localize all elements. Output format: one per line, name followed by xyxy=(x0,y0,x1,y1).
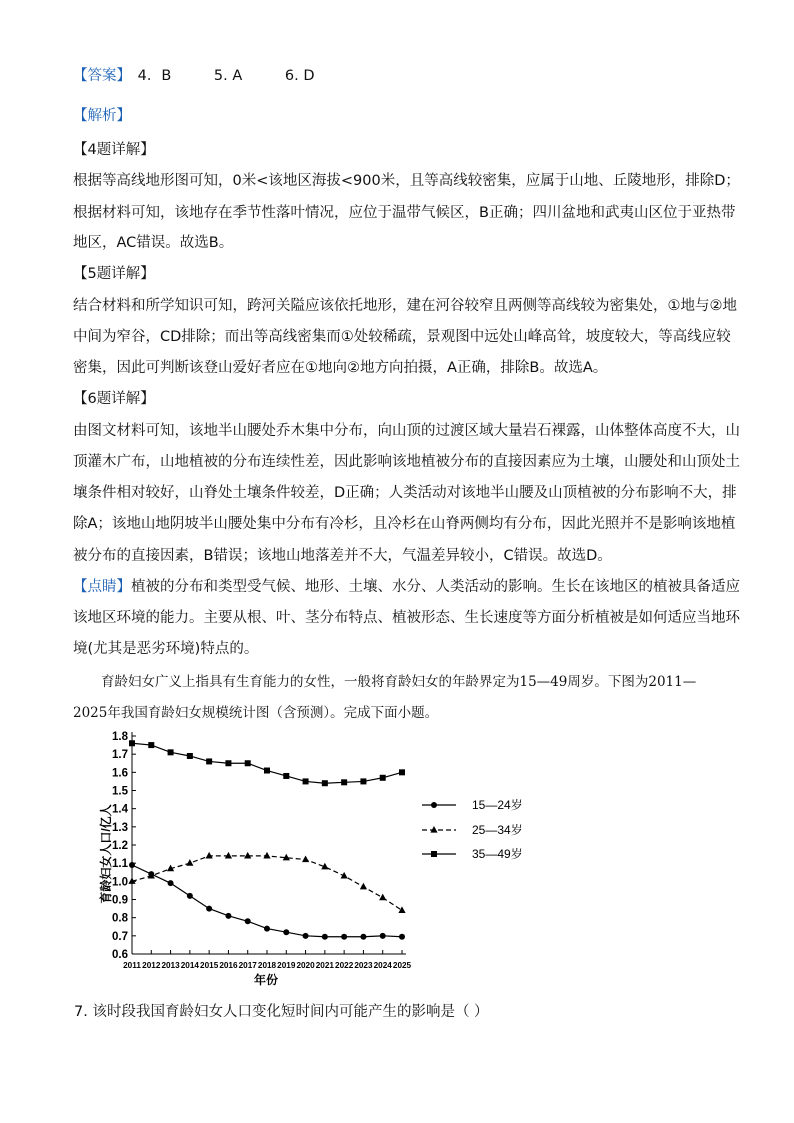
legend-marker-2 xyxy=(431,851,437,857)
data-point xyxy=(206,906,212,912)
q6-line-3: 壤条件相对较好，山脊处土壤条件较差，D正确；人类活动对该地半山腰及山顶植被的分布影响不大，排 xyxy=(73,485,737,501)
y-tick-label: 1.2 xyxy=(112,840,128,852)
data-point xyxy=(187,753,193,759)
y-tick-label: 1.0 xyxy=(112,876,128,889)
legend-label-0: 15—24岁 xyxy=(472,798,523,812)
data-point xyxy=(129,862,135,868)
tip-tag: 【点睛】 xyxy=(73,579,131,595)
y-tick-label: 0.9 xyxy=(112,894,128,907)
data-point xyxy=(303,933,309,939)
data-point xyxy=(225,760,231,766)
x-tick-label: 2023 xyxy=(354,961,373,970)
series-line-2 xyxy=(132,743,402,783)
intro-line-1: 育龄妇女广义上指具有生育能力的女性，一般将育龄妇女的年龄界定为15—49周岁。下图为2011— xyxy=(101,674,697,690)
x-tick-label: 2013 xyxy=(161,961,180,970)
data-point xyxy=(380,933,386,939)
x-axis-label: 年份 xyxy=(253,973,279,987)
x-tick-label: 2019 xyxy=(277,961,296,970)
chart-legend xyxy=(422,797,523,861)
answer-line xyxy=(73,66,315,86)
tip-line-3: 境(尤其是恶劣环境)特点的。 xyxy=(73,641,259,657)
y-tick-label: 1.6 xyxy=(112,767,128,780)
data-point xyxy=(322,934,328,940)
x-tick-label: 2025 xyxy=(392,961,412,970)
q6-line-5: 被分布的直接因素，B错误；该地山地落差并不大，气温差异较小，C错误。故选D。 xyxy=(73,548,612,564)
data-point xyxy=(168,880,174,886)
legend-marker-0 xyxy=(431,802,437,808)
data-point xyxy=(360,883,367,890)
data-point xyxy=(302,856,309,863)
legend-label-2: 35—49岁 xyxy=(472,847,523,861)
data-point xyxy=(341,934,347,940)
tip-first-text: 植被的分布和类型受气候、地形、土壤、水分、人类活动的影响。生长在该地区的植被具备适应 xyxy=(131,579,740,595)
question-7: 7. 该时段我国育龄妇女人口变化短时间内可能产生的影响是（ ） xyxy=(74,1004,489,1020)
data-point xyxy=(322,780,328,786)
q6-line-4: 除A；该地山地阴坡半山腰处集中分布有冷杉，且冷杉在山脊两侧均有分布，因此光照并不是影响该地植 xyxy=(73,516,736,532)
y-tick-label: 1.5 xyxy=(112,785,128,798)
y-tick-label: 0.7 xyxy=(112,930,128,943)
fertile-women-chart xyxy=(92,728,542,990)
y-tick-label: 0.8 xyxy=(112,912,128,925)
q4-line-2: 根据材料可知，该地存在季节性落叶情况，应位于温带气候区，B正确；四川盆地和武夷山区位于亚热带 xyxy=(73,205,736,221)
chart-axes xyxy=(112,731,412,970)
data-point xyxy=(263,852,270,859)
data-point xyxy=(168,749,174,755)
data-point xyxy=(186,859,193,866)
x-tick-label: 2024 xyxy=(373,961,392,970)
q5-title: 【5题详解】 xyxy=(73,266,155,282)
data-point xyxy=(264,768,270,774)
data-point xyxy=(206,852,213,859)
data-point xyxy=(283,773,289,779)
x-tick-label: 2018 xyxy=(257,961,277,970)
q6-title: 【6题详解】 xyxy=(73,391,155,407)
x-tick-label: 2017 xyxy=(238,961,257,970)
x-tick-label: 2011 xyxy=(123,961,141,970)
x-tick-label: 2016 xyxy=(219,961,238,970)
data-point xyxy=(283,929,289,935)
data-point xyxy=(380,775,386,781)
x-tick-label: 2014 xyxy=(180,961,199,970)
y-tick-label: 1.8 xyxy=(112,731,128,743)
x-tick-label: 2015 xyxy=(200,961,219,970)
data-point xyxy=(225,913,231,919)
intro-line-2: 2025年我国育龄妇女规模统计图（含预测）。完成下面小题。 xyxy=(73,705,439,721)
answer-4: 4．B xyxy=(137,68,172,84)
legend-marker-1 xyxy=(430,826,437,833)
analysis-tag: 【解析】 xyxy=(73,108,131,124)
answer-6: 6. D xyxy=(284,68,315,84)
q4-title: 【4题详解】 xyxy=(73,142,155,158)
x-tick-label: 2020 xyxy=(296,961,315,970)
y-tick-label: 1.3 xyxy=(112,821,128,834)
q6-line-2: 顶灌木广布，山地植被的分布连续性差，因此影响该地植被分布的直接因素应为土壤，山腰处和山顶处土 xyxy=(73,454,740,470)
data-point xyxy=(225,852,232,859)
data-point xyxy=(245,918,251,924)
data-point xyxy=(360,934,366,940)
data-point xyxy=(303,778,309,784)
y-tick-label: 0.6 xyxy=(112,949,128,961)
y-tick-label: 1.7 xyxy=(112,749,128,762)
data-point xyxy=(148,742,154,748)
q4-line-1: 根据等高线地形图可知，0米<该地区海拔<900米，且等高线较密集，应属于山地、丘陵地形，排除D； xyxy=(73,173,740,189)
data-point xyxy=(129,740,135,746)
q5-line-3: 密集，因此可判断该登山爱好者应在①地向②地方向拍摄，A正确，排除B。故选A。 xyxy=(73,360,608,376)
data-point xyxy=(244,852,251,859)
tip-line-1 xyxy=(73,577,740,597)
x-tick-label: 2021 xyxy=(315,961,334,970)
q5-line-2: 中间为窄谷，CD排除；而出等高线密集而①处较稀疏，景观图中远处山峰高耸，坡度较大，等高线应较 xyxy=(73,329,731,345)
data-point xyxy=(379,894,386,901)
q6-line-1: 由图文材料可知，该地半山腰处乔木集中分布，向山顶的过渡区域大量岩石裸露，山体整体高度不大，山 xyxy=(73,423,740,439)
legend-label-1: 25—34岁 xyxy=(472,823,523,837)
data-point xyxy=(398,906,405,913)
x-tick-label: 2022 xyxy=(335,961,354,970)
y-tick-label: 1.4 xyxy=(112,803,128,816)
data-point xyxy=(187,893,193,899)
answer-tag: 【答案】 xyxy=(73,68,131,84)
data-point xyxy=(399,934,405,940)
answer-5: 5. A xyxy=(213,68,243,84)
x-tick-label: 2012 xyxy=(142,961,161,970)
tip-line-2: 该地区环境的能力。主要从根、叶、茎分布特点、植被形态、生长速度等方面分析植被是如何适应当地环 xyxy=(73,610,740,626)
data-point xyxy=(341,779,347,785)
data-point xyxy=(399,769,405,775)
data-point xyxy=(360,778,366,784)
chart-series xyxy=(128,740,405,939)
data-point xyxy=(245,760,251,766)
q5-line-1: 结合材料和所学知识可知，跨河关隘应该依托地形，建在河谷较窄且两侧等高线较为密集处，①地与②地 xyxy=(73,298,737,314)
q4-line-3: 地区，AC错误。故选B。 xyxy=(73,235,234,251)
data-point xyxy=(206,758,212,764)
y-tick-label: 1.1 xyxy=(112,858,128,871)
y-axis-label: 育龄妇女人口/亿人 xyxy=(99,804,113,904)
data-point xyxy=(264,926,270,932)
